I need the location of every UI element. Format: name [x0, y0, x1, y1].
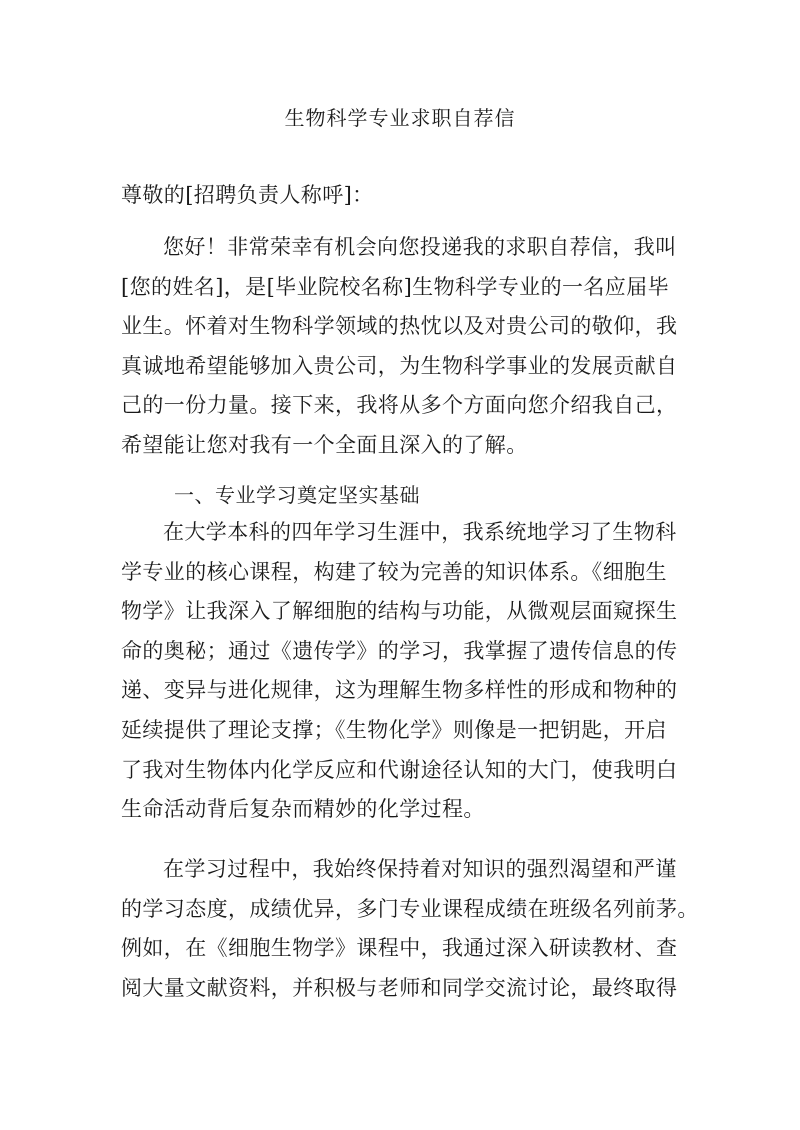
paragraph-study	[121, 513, 687, 830]
paragraph-line: 生命活动背后复杂而精妙的化学过程。	[121, 797, 485, 822]
section-heading: 一、专业学习奠定坚实基础	[174, 483, 420, 507]
paragraph-line: 希望能让您对我有一个全面且深入的了解。	[121, 432, 528, 457]
paragraph-line: 例如，在《细胞生物学》课程中，我通过深入研读教材、查	[121, 936, 678, 961]
paragraph-line: 学专业的核心课程，构建了较为完善的知识体系。《细胞生	[121, 559, 667, 584]
paragraph-line: 您好！非常荣幸有机会向您投递我的求职自荐信，我叫	[163, 235, 677, 259]
paragraph-line: 业生。怀着对生物科学领域的热忱以及对贵公司的敬仰，我	[121, 314, 678, 339]
paragraph-intro	[121, 228, 687, 466]
paragraph-line: 了我对生物体内化学反应和代谢途径认知的大门，使我明白	[121, 757, 678, 782]
paragraph-line: 延续提供了理论支撑；《生物化学》则像是一把钥匙，开启	[121, 717, 667, 742]
paragraph-line: [您的姓名]，是[毕业院校名称]生物科学专业的一名应届毕	[121, 274, 669, 299]
paragraph-line: 阅大量文献资料，并积极与老师和同学交流讨论，最终取得	[121, 975, 678, 1000]
paragraph-line: 物学》让我深入了解细胞的结构与功能，从微观层面窥探生	[121, 599, 678, 624]
paragraph-line: 己的一份力量。接下来，我将从多个方面向您介绍我自己，	[121, 393, 678, 418]
paragraph-line: 在大学本科的四年学习生涯中，我系统地学习了生物科	[163, 520, 677, 544]
paragraph-line: 在学习过程中，我始终保持着对知识的强烈渴望和严谨	[163, 857, 677, 881]
paragraph-line: 递、变异与进化规律，这为理解生物多样性的形成和物种的	[121, 678, 678, 703]
salutation: 尊敬的[招聘负责人称呼]：	[121, 183, 374, 207]
paragraph-line: 真诚地希望能够加入贵公司，为生物科学事业的发展贡献自	[121, 353, 678, 378]
document-title: 生物科学专业求职自荐信	[284, 106, 516, 130]
paragraph-line: 命的奥秘；通过《遗传学》的学习，我掌握了遗传信息的传	[121, 638, 678, 663]
paragraph-line: 的学习态度，成绩优异，多门专业课程成绩在班级名列前茅。	[121, 896, 699, 921]
paragraph-performance	[121, 850, 699, 1008]
